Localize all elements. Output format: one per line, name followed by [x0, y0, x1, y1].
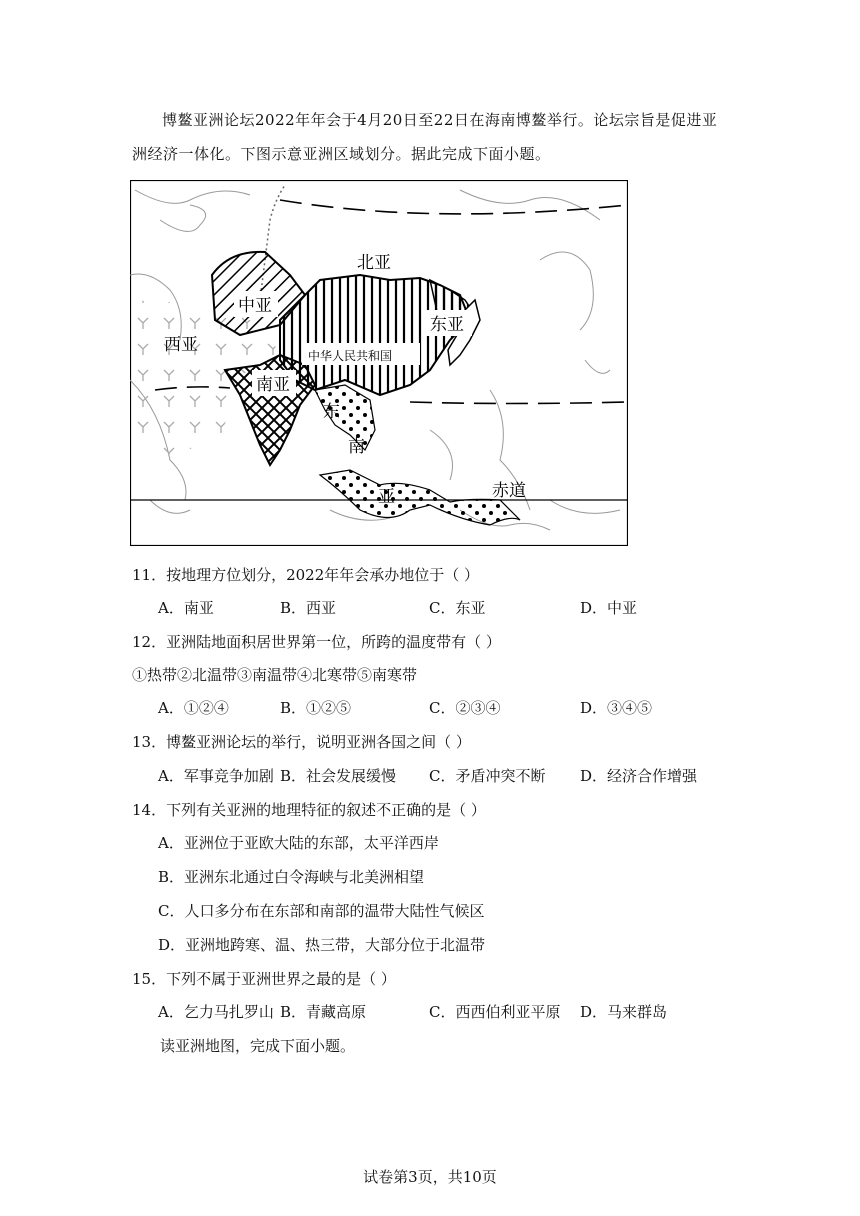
- label-west-asia: 西亚: [164, 335, 198, 355]
- question-11-stem: 11．按地理方位划分，2022年年会承办地位于（ ）: [132, 566, 480, 584]
- q14-option-d: D．亚洲地跨寒、温、热三带，大部分位于北温带: [158, 936, 486, 954]
- q14-option-b: B．亚洲东北通过白令海峡与北美洲相望: [158, 868, 425, 886]
- q13-option-d: D．经济合作增强: [580, 767, 698, 785]
- q14-option-c: C．人口多分布在东部和南部的温带大陆性气候区: [158, 902, 485, 920]
- intro-line-2: 洲经济一体化。下图示意亚洲区域划分。据此完成下面小题。: [132, 145, 551, 163]
- q13-option-c: C．矛盾冲突不断: [429, 767, 546, 785]
- q15-option-c: C．西西伯利亚平原: [429, 1003, 561, 1021]
- q12-option-d: D．③④⑤: [580, 699, 653, 717]
- label-east-asia: 东亚: [430, 315, 464, 335]
- question-15-stem: 15．下列不属于亚洲世界之最的是（ ）: [132, 970, 396, 988]
- next-section-intro: 读亚洲地图，完成下面小题。: [160, 1037, 356, 1055]
- q12-option-c: C．②③④: [429, 699, 501, 717]
- q11-option-c: C．东亚: [429, 599, 486, 617]
- q12-option-a: A．①②④: [158, 699, 229, 717]
- q15-option-a: A．乞力马扎罗山: [158, 1003, 274, 1021]
- intro-line-1: 博鳌亚洲论坛2022年年会于4月20日至22日在海南博鳌举行。论坛宗旨是促进亚: [162, 111, 718, 129]
- label-central-asia: 中亚: [238, 296, 272, 316]
- q12-option-b: B．①②⑤: [280, 699, 352, 717]
- label-equator: 赤道: [492, 481, 526, 501]
- question-12-stem: 12．亚洲陆地面积居世界第一位，所跨的温度带有（ ）: [132, 633, 501, 651]
- label-southeast-1: 东: [323, 402, 340, 422]
- q14-option-a: A．亚洲位于亚欧大陆的东部，太平洋西岸: [158, 834, 439, 852]
- label-china: 中华人民共和国: [308, 349, 393, 363]
- q13-option-a: A．军事竞争加剧: [158, 767, 274, 785]
- q13-option-b: B．社会发展缓慢: [280, 767, 397, 785]
- label-southeast-3: 亚: [378, 487, 395, 507]
- label-southeast-2: 南: [348, 437, 365, 457]
- q15-option-b: B．青藏高原: [280, 1003, 367, 1021]
- q11-option-b: B．西亚: [280, 599, 337, 617]
- q11-option-d: D．中亚: [580, 599, 638, 617]
- q15-option-d: D．马来群岛: [580, 1003, 668, 1021]
- question-14-stem: 14．下列有关亚洲的地理特征的叙述不正确的是（ ）: [132, 801, 486, 819]
- q11-option-a: A．南亚: [158, 599, 214, 617]
- question-12-extra: ①热带②北温带③南温带④北寒带⑤南寒带: [132, 666, 418, 684]
- asia-region-map: [130, 180, 628, 546]
- question-13-stem: 13．博鳌亚洲论坛的举行，说明亚洲各国之间（ ）: [132, 733, 471, 751]
- label-south-asia: 南亚: [256, 375, 290, 395]
- label-north-asia: 北亚: [357, 253, 391, 273]
- page-footer: 试卷第3页，共10页: [363, 1168, 497, 1186]
